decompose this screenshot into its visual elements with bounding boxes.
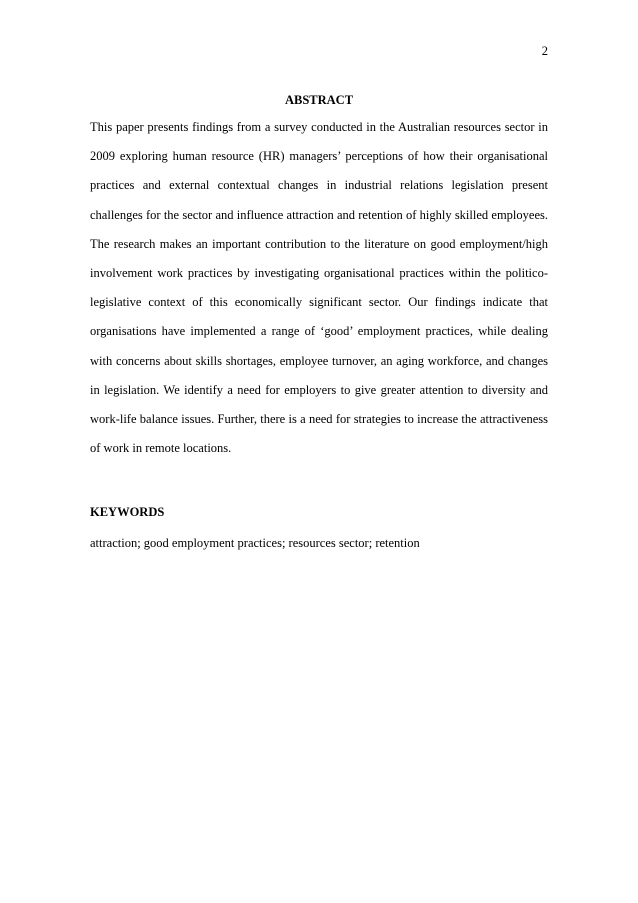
keywords-list: attraction; good employment practices; resources sector; retention xyxy=(90,536,420,550)
page-number: 2 xyxy=(541,44,548,58)
keywords-heading: KEYWORDS xyxy=(90,505,165,519)
abstract-heading: ABSTRACT xyxy=(284,93,354,107)
abstract-paragraph: This paper presents findings from a survey conducted in the Australian resources sector in 2009 exploring human resource (HR) managers’ perceptions of how their organisational practices and external contextual changes in industrial relations legislation present challenges for the sector and influence attraction and retention of highly skilled employees. The research makes an important contribution to the literature on good employment/high involvement work practices by investigating organisational practices within the politico-legislative context of this economically significant sector. Our findings indicate that organisations have implemented a range of ‘good’ employment practices, while dealing with concerns about skills shortages, employee turnover, an aging workforce, and changes in legislation. We identify a need for employers to give greater attention to diversity and work-life balance issues. Further, there is a need for strategies to increase the attractiveness of work in remote locations. xyxy=(90,120,548,456)
